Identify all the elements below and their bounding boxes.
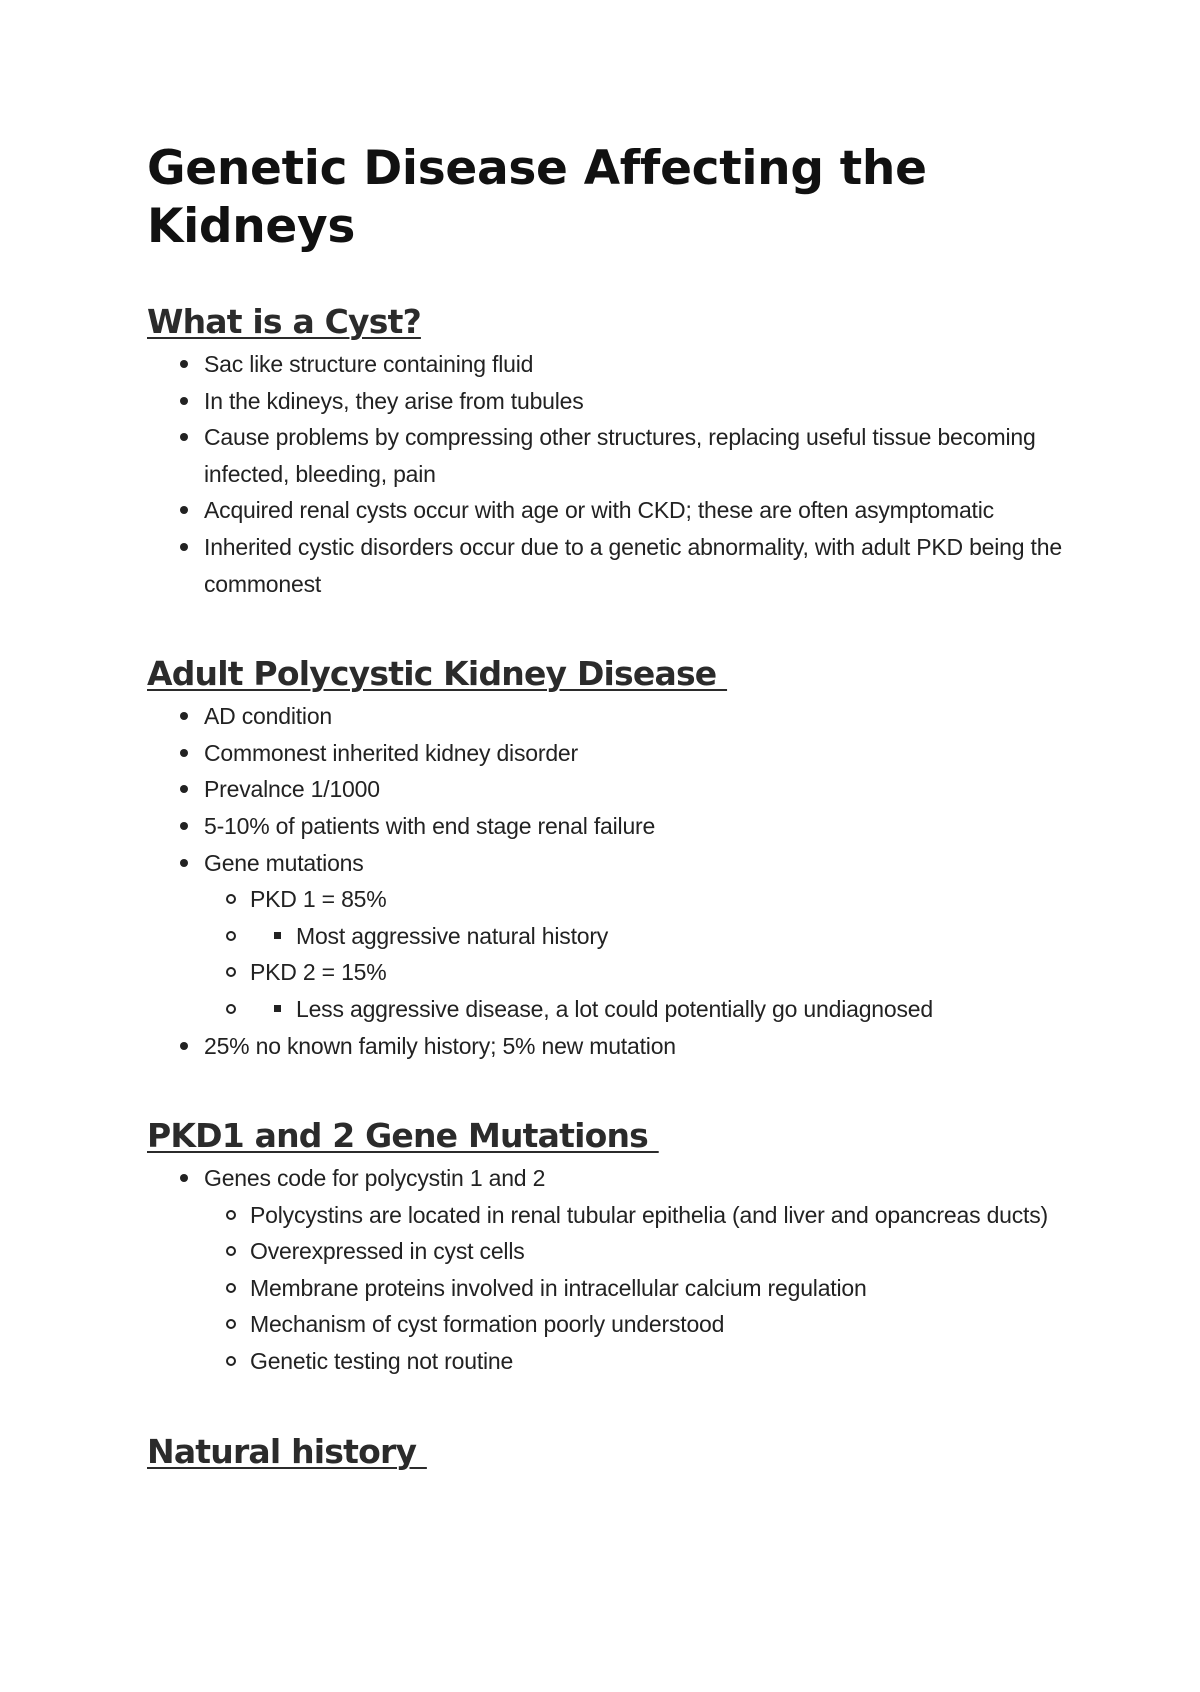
section-heading-pkd-gene-mutations: PKD1 and 2 Gene Mutations [147, 1116, 659, 1156]
sub-list-item: PKD 2 = 15% [204, 954, 1077, 991]
bullet-list [147, 346, 1077, 602]
bullet-list [147, 698, 1077, 881]
list-item [147, 845, 1077, 882]
list-item-text: Gene mutations [204, 849, 364, 876]
sub-bullet-list [204, 918, 1077, 955]
list-item: Genes code for polycystin 1 and 2 [147, 1160, 1077, 1197]
list-item: In the kdineys, they arise from tubules [147, 383, 1077, 420]
bullet-list [147, 1160, 1077, 1197]
document-page [147, 140, 1077, 1472]
section-heading-adult-pkd: Adult Polycystic Kidney Disease [147, 654, 728, 694]
sub-list-item: Mechanism of cyst formation poorly understood [204, 1306, 1077, 1343]
section-heading-natural-history: Natural history [147, 1431, 427, 1471]
sub-list-item: Genetic testing not routine [204, 1343, 1077, 1380]
sub-list-item: PKD 1 = 85% [204, 881, 1077, 918]
sub-sub-bullet-list [250, 918, 1077, 955]
list-item: 5-10% of patients with end stage renal failure [147, 808, 1077, 845]
section-heading-what-is-a-cyst: What is a Cyst? [147, 302, 421, 341]
sub-bullet-list [204, 991, 1077, 1028]
list-item: Acquired renal cysts occur with age or with CKD; these are often asymptomatic [147, 492, 1077, 529]
list-item: AD condition [147, 698, 1077, 735]
list-item: Inherited cystic disorders occur due to a genetic abnormality, with adult PKD being the commonest [147, 529, 1077, 602]
page-title: Genetic Disease Affecting the Kidneys [147, 141, 927, 254]
list-item: Prevalnce 1/1000 [147, 771, 1077, 808]
list-item: 25% no known family history; 5% new mutation [147, 1028, 1077, 1065]
sub-sub-list-item: Most aggressive natural history [250, 918, 1077, 955]
sub-bullet-list [204, 881, 1077, 918]
list-item: Sac like structure containing fluid [147, 346, 1077, 383]
list-item: Commonest inherited kidney disorder [147, 735, 1077, 772]
sub-sub-bullet-list [250, 991, 1077, 1028]
sub-bullet-list [204, 1197, 1077, 1380]
sub-sub-list-item: Less aggressive disease, a lot could potentially go undiagnosed [250, 991, 1077, 1028]
list-item: Cause problems by compressing other structures, replacing useful tissue becoming infected, bleeding, pain [147, 419, 1077, 492]
sub-list-item: Overexpressed in cyst cells [204, 1233, 1077, 1270]
sub-bullet-list [204, 954, 1077, 991]
bullet-list [147, 1028, 1077, 1065]
sub-list-item: Membrane proteins involved in intracellular calcium regulation [204, 1270, 1077, 1307]
sub-list-item: Polycystins are located in renal tubular epithelia (and liver and opancreas ducts) [204, 1197, 1077, 1234]
